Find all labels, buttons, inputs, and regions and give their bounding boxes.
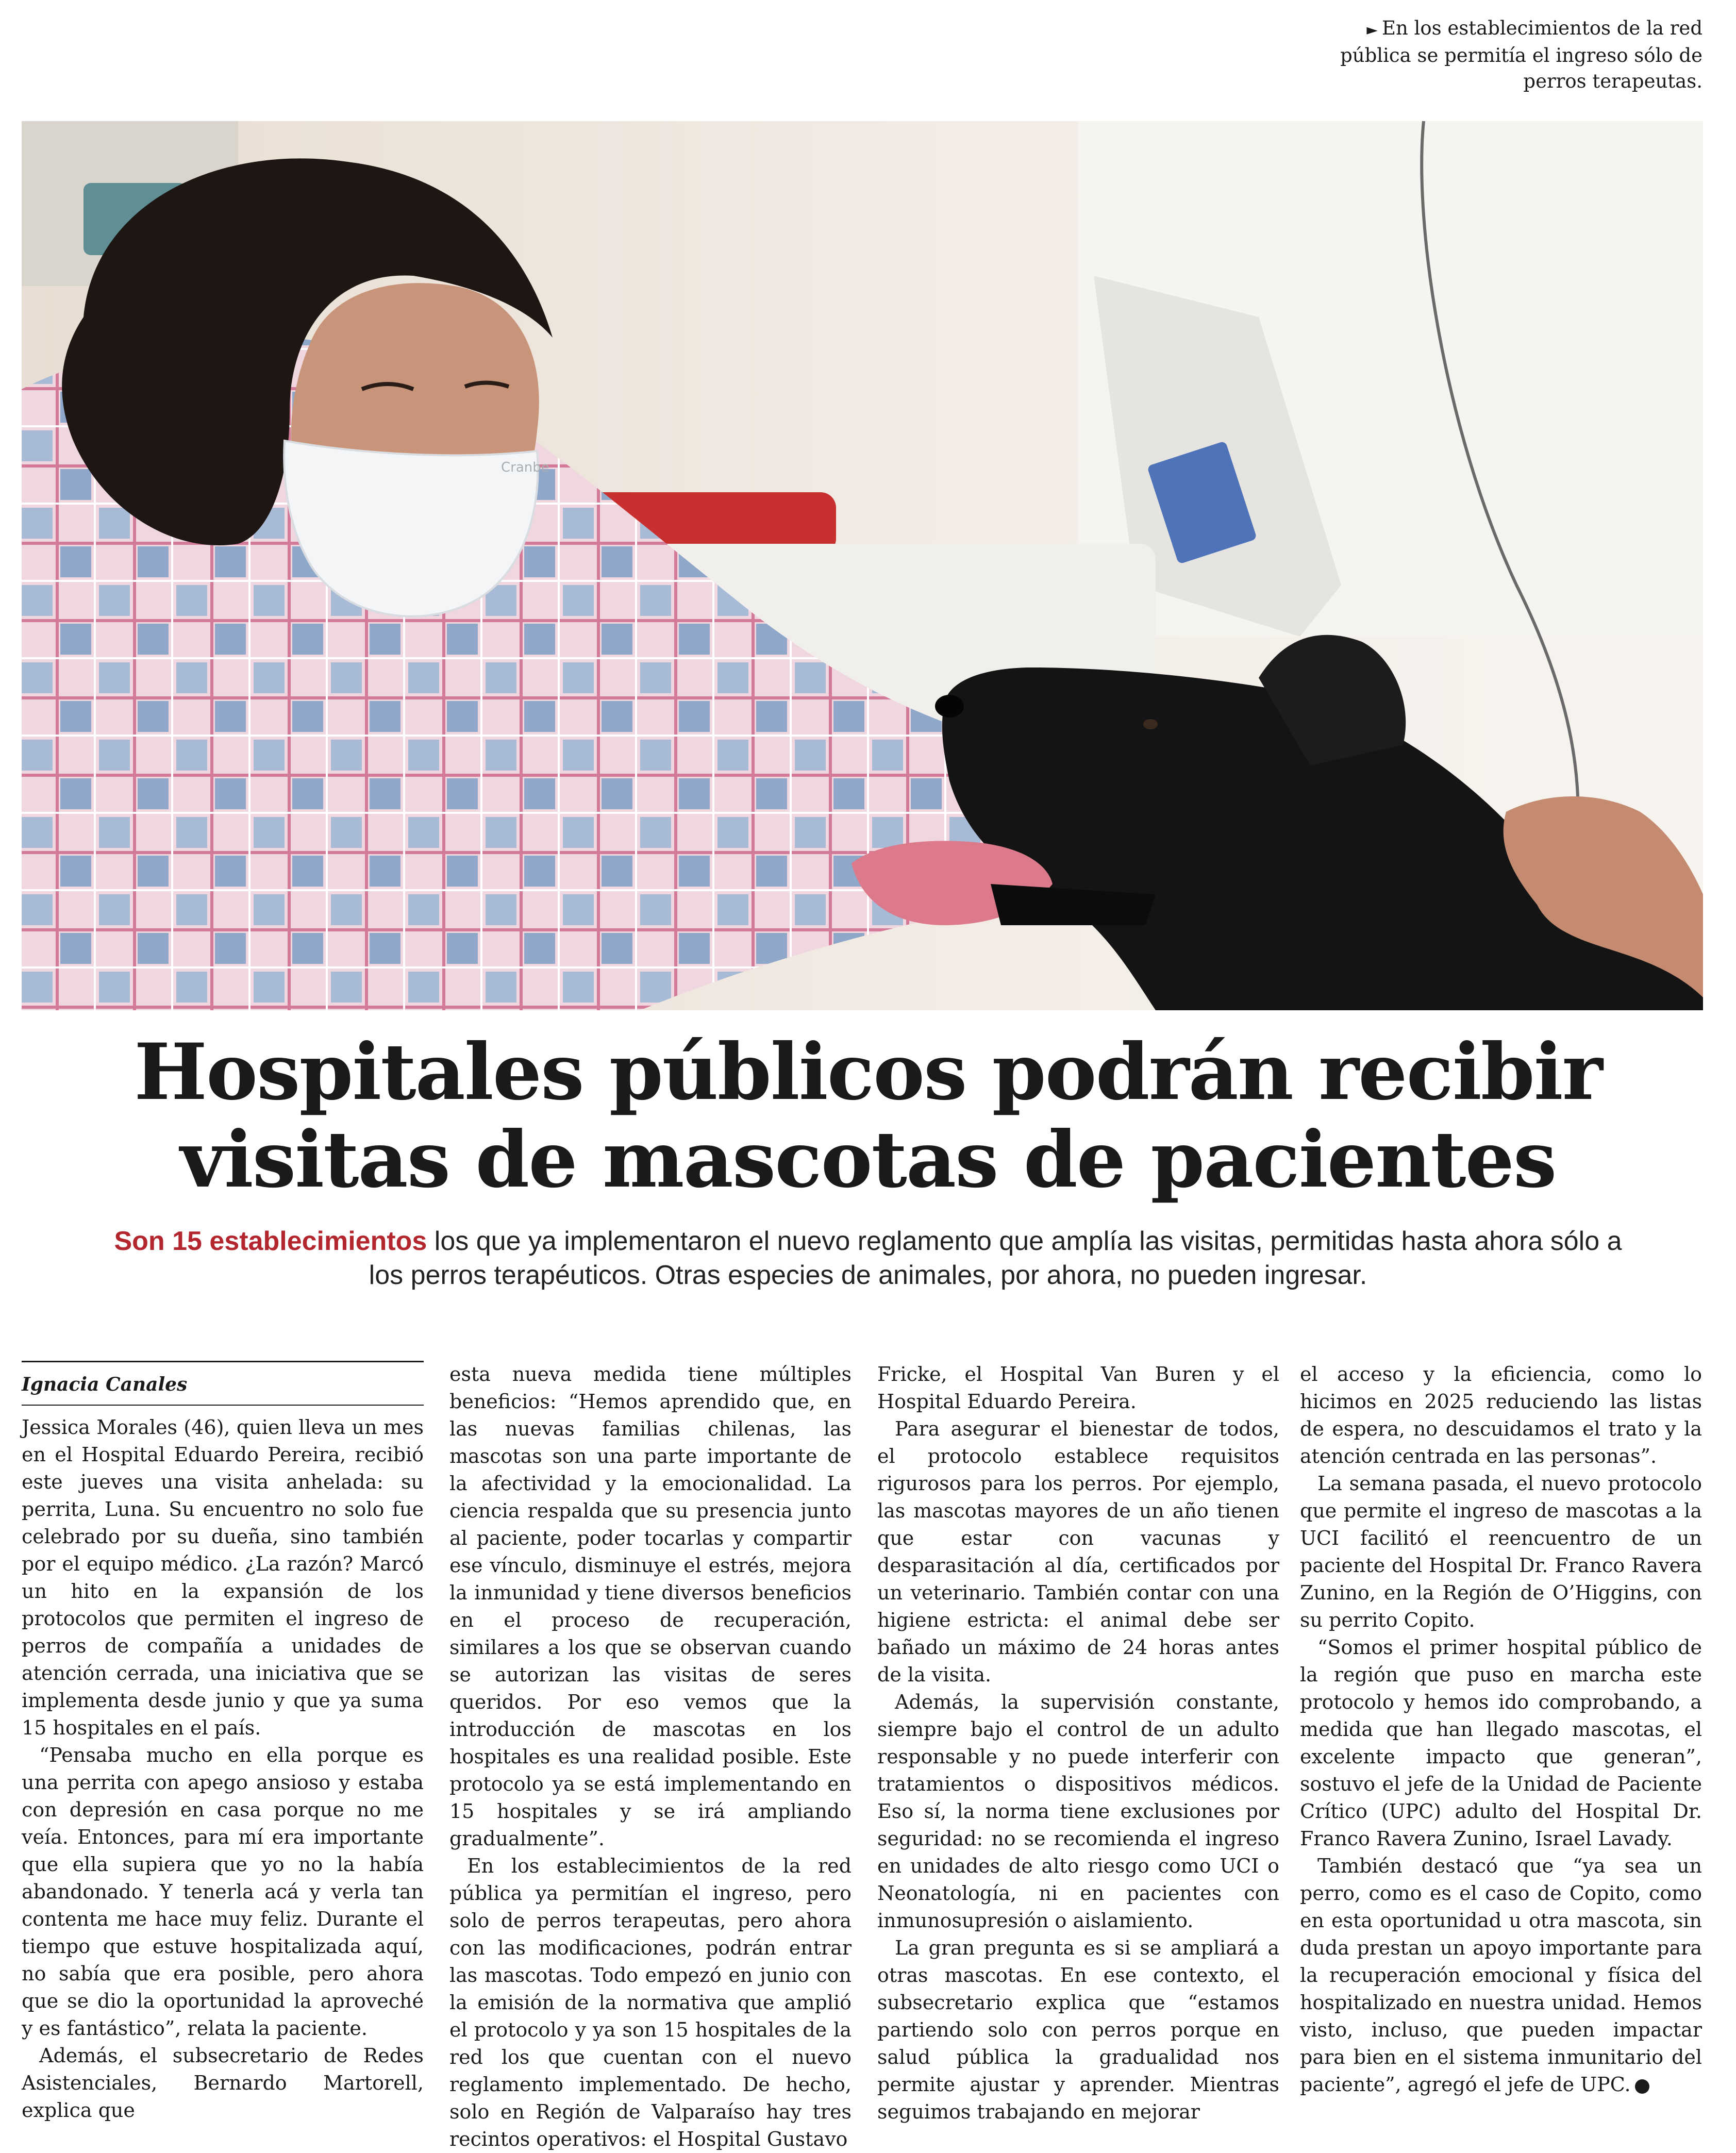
article-body <box>22 1361 1703 2150</box>
photo-caption <box>1311 15 1702 94</box>
paragraph: Para asegurar el bienestar de todos, el protocolo establece requisitos rigurosos para los perros. Por ejemplo, las mascotas mayores de un año tienen que estar con vacunas y desparasitación al día, certificados por un veterinario. También contar con una higiene estricta: el animal debe ser bañado un máximo de 24 horas antes de la visita. <box>877 1417 1279 1686</box>
article-column-4 <box>1300 1361 1702 2103</box>
mask-print: Cranbe <box>501 460 549 475</box>
paragraph: “Somos el primer hospital público de la región que puso en marcha este protocolo y hemos ido comprobando, a medida que han llegado mascotas, el excelente impacto que generan”, sostuvo el jefe de la Unidad de Paciente Crítico (UPC) adulto del Hospital Dr. Franco Ravera Zunino, Israel Lavady. <box>1300 1636 1702 1850</box>
caption-marker-icon: ► <box>1366 21 1378 38</box>
article-column-1 <box>22 1361 424 2122</box>
paragraph: Además, el subsecretario de Redes Asistenciales, Bernardo Martorell, explica que <box>22 2044 424 2122</box>
article-photo <box>22 121 1703 1010</box>
paragraph-final <box>1300 1852 1702 2098</box>
article-column-2 <box>449 1361 852 2150</box>
paragraph: Jessica Morales (46), quien lleva un mes en el Hospital Eduardo Pereira, recibió este jueves una visita anhelada: su perrita, Luna. Su encuentro no solo fue celebrado por su dueña, sino también por el equipo médico. ¿La razón? Marcó un hito en la expansión de los protocolos que permiten el ingreso de perros de compañía a unidades de atención cerrada, una iniciativa que se implementa desde junio y que ya suma 15 hospitales en el país. <box>22 1416 424 1739</box>
byline: Ignacia Canales <box>22 1361 424 1406</box>
headline-line-2: visitas de mascotas de pacientes <box>180 1114 1556 1205</box>
paragraph: En los establecimientos de la red pública ya permitían el ingreso, pero solo de perros terapeutas, pero ahora con las modificaciones, podrán entrar las mascotas. Todo empezó en junio con la emisión de la normativa que amplió el protocolo y ya son 15 hospitales de la red los que cuentan con el nuevo reglamento implementado. De hecho, solo en Región de Valparaíso hay tres recintos operativos: el Hospital Gustavo <box>449 1855 852 2150</box>
paragraph: Además, la supervisión constante, siempre bajo el control de un adulto responsable y no puede interferir con tratamientos o dispositivos médicos. Eso sí, la norma tiene exclusiones por seguridad: no se recomienda el ingreso en unidades de alto riesgo como UCI o Neonatología, ni en pacientes con inmunosupresión o aislamiento. <box>877 1691 1279 1932</box>
article-column-3 <box>877 1361 1279 2123</box>
caption-text: En los establecimientos de la red pública se permitía el ingreso sólo de perros terapeutas. <box>1340 17 1702 92</box>
paragraph: La semana pasada, el nuevo protocolo que permite el ingreso de mascotas a la UCI facilitó el reencuentro de un paciente del Hospital Dr. Franco Ravera Zunino, en la Región de O’Higgins, con su perrito Copito. <box>1300 1472 1702 1631</box>
patient-with-dog-illustration <box>22 121 1703 1010</box>
end-of-article-icon <box>1635 2079 1649 2094</box>
paragraph-final-text: También destacó que “ya sea un perro, como es el caso de Copito, como en esta oportunidad u otra mascota, sin duda prestan un apoyo importante para la recuperación emocional y física del hospitalizado en nuestra unidad. Hemos visto, incluso, que pueden impactar para bien en el sistema inmunitario del paciente”, agregó el jefe de UPC. <box>1300 1855 1702 2096</box>
paragraph: Fricke, el Hospital Van Buren y el Hospital Eduardo Pereira. <box>877 1363 1279 1413</box>
deck-text: los que ya implementaron el nuevo reglamento que amplía las visitas, permitidas hasta ahora sólo a los perros terapéuticos. Otras especies de animales, por ahora, no pueden ingresar. <box>369 1226 1622 1290</box>
article-headline <box>0 1028 1736 1204</box>
paragraph: “Pensaba mucho en ella porque es una perrita con apego ansioso y estaba con depresión en casa porque no me veía. Entonces, para mí era importante que ella supiera que yo no la había abandonado. Y tenerla acá y verla tan contenta me hace muy feliz. Durante el tiempo que estuve hospitalizada aquí, no sabía que era posible, pero ahora que se dio la oportunidad la aproveché y es fantástico”, relata la paciente. <box>22 1744 424 2040</box>
article-deck <box>103 1224 1633 1292</box>
paragraph: el acceso y la eficiencia, como lo hicimos en 2025 reduciendo las listas de espera, no descuidamos el trato y la atención centrada en las personas”. <box>1300 1363 1702 1467</box>
paragraph: La gran pregunta es si se ampliará a otras mascotas. En ese contexto, el subsecretario explica que “estamos partiendo solo con perros porque en salud pública la gradualidad nos permite ajustar y aprender. Mientras seguimos trabajando en mejorar <box>877 1937 1279 2123</box>
deck-highlight: Son 15 establecimientos <box>114 1226 427 1256</box>
headline-line-1: Hospitales públicos podrán recibir <box>134 1027 1602 1117</box>
paragraph: esta nueva medida tiene múltiples beneficios: “Hemos aprendido que, en las nuevas familias chilenas, las mascotas son una parte importante de la afectividad y la emocionalidad. La ciencia respalda que su presencia junto al paciente, poder tocarlas y compartir ese vínculo, disminuye el estrés, mejora la inmunidad y tiene diversos beneficios en el proceso de recuperación, similares a los que se observan cuando se autorizan las visitas de seres queridos. Por eso vemos que la introducción de mascotas en los hospitales es una realidad posible. Este protocolo ya se está implementando en 15 hospitales y se irá ampliando gradualmente”. <box>449 1363 852 1850</box>
